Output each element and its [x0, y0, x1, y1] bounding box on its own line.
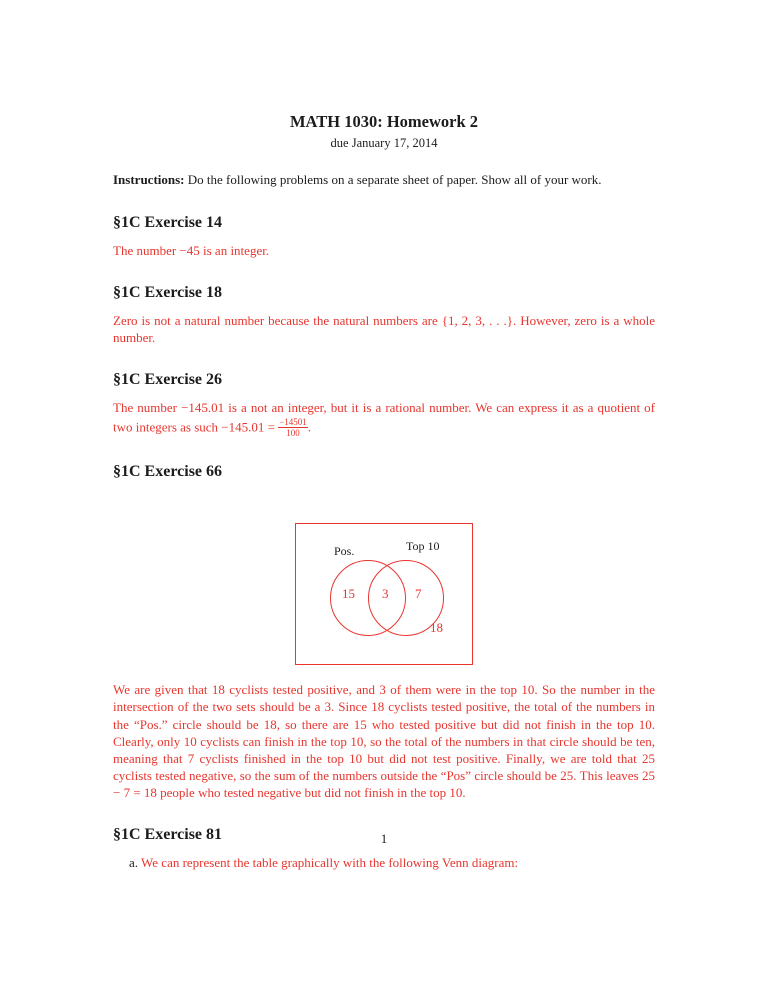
venn-value-outside: 18 — [430, 620, 443, 636]
fraction-numerator: −14501 — [279, 416, 307, 427]
answer-exercise-18: Zero is not a natural number because the natural numbers are {1, 2, 3, . . .}. However, zero is a whole number. — [113, 313, 655, 346]
page-number: 1 — [380, 831, 388, 846]
heading-exercise-14: §1C Exercise 14 — [113, 213, 223, 231]
instructions-text: Do the following problems on a separate sheet of paper. Show all of your work. — [184, 172, 602, 187]
due-date: due January 17, 2014 — [330, 136, 438, 150]
answer-exercise-66: We are given that 18 cyclists tested positive, and 3 of them were in the top 10. So the number in the intersection of the two sets should be a 3. Since 18 cyclists tested positive, the total of the numbers in the “Pos.” circle should be 18, so there are 15 who tested positive but did not finish in the top 10. Clearly, only 10 cyclists can finish in the top 10, so the total of the numbers in that circle should be ten, meaning that 7 cyclists finished in the top 10 but did not test positive. Finally, we are told that 25 cyclists tested negative, so the sum of the numbers outside the “Pos” circle should be 25. This leaves 25 − 7 = 18 people who tested negative but did not finish in the top 10. — [113, 682, 655, 801]
item-a-marker: a. — [129, 855, 139, 871]
venn-label-top10: Top 10 — [406, 539, 440, 554]
heading-exercise-66: §1C Exercise 66 — [113, 463, 223, 481]
document-page — [113, 0, 655, 994]
instructions-label: Instructions: — [113, 172, 185, 187]
heading-exercise-26: §1C Exercise 26 — [113, 371, 223, 389]
venn-label-pos: Pos. — [334, 544, 355, 559]
venn-value-pos-only: 15 — [342, 586, 355, 602]
fraction — [278, 417, 308, 439]
answer-exercise-14: The number −45 is an integer. — [113, 242, 270, 258]
venn-diagram — [295, 523, 473, 665]
instructions-paragraph — [113, 172, 655, 189]
item-a-text: We can represent the table graphically with the following Venn diagram: — [138, 855, 519, 871]
answer-26-text: The number −145.01 is a not an integer, but it is a rational number. We can express it as a quotient of two integers as such −145.01 = — [113, 400, 655, 434]
page-title: MATH 1030: Homework 2 — [289, 112, 479, 131]
answer-exercise-81-item-a — [113, 855, 655, 871]
answer-exercise-26 — [113, 399, 655, 438]
heading-exercise-81: §1C Exercise 81 — [113, 826, 223, 844]
heading-exercise-18: §1C Exercise 18 — [113, 284, 223, 302]
fraction-denominator: 100 — [286, 427, 300, 438]
answer-26-period: . — [307, 418, 312, 434]
venn-value-top10-only: 7 — [415, 586, 422, 602]
venn-value-intersection: 3 — [382, 586, 389, 602]
